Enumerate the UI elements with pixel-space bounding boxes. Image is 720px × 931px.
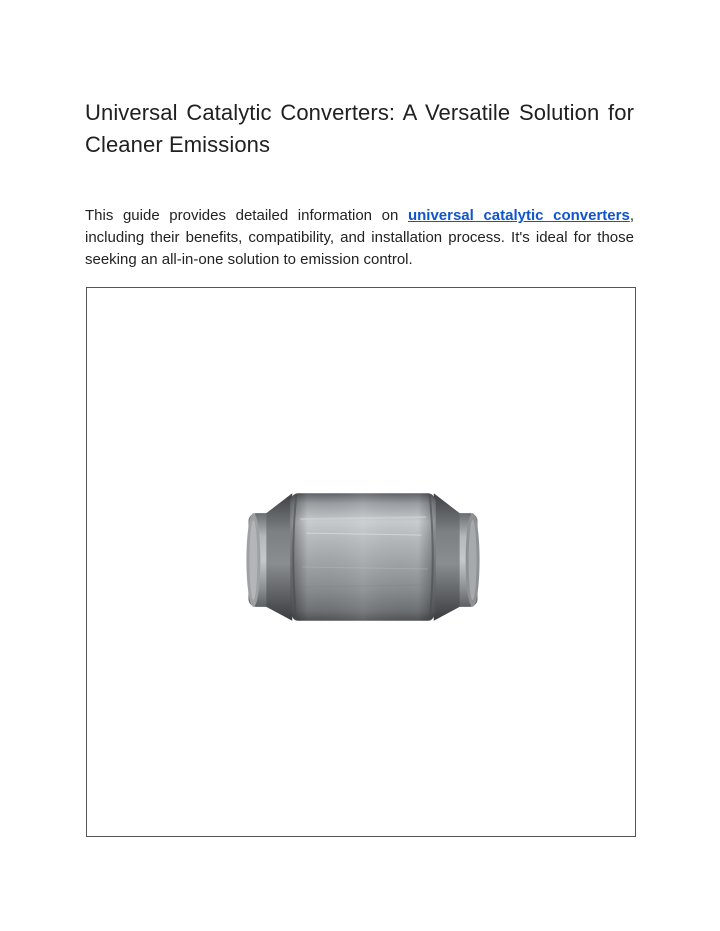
right-cone — [434, 493, 460, 621]
universal-catalytic-converters-link[interactable]: universal catalytic converters — [407, 207, 630, 224]
converter-body — [290, 493, 435, 621]
left-cone — [266, 493, 292, 621]
product-image-frame — [86, 287, 636, 837]
intro-paragraph — [85, 205, 634, 271]
catalytic-converter-image — [87, 288, 635, 836]
intro-text-after-link: , including their benefits, compatibility, and installation process. It's ideal for those seeking an all-in-one solution to emission control. — [85, 207, 634, 268]
document-title: Universal Catalytic Converters: A Versatile Solution for Cleaner Emissions — [85, 100, 634, 157]
intro-text-before-link: This guide provides detailed information on — [85, 207, 408, 224]
